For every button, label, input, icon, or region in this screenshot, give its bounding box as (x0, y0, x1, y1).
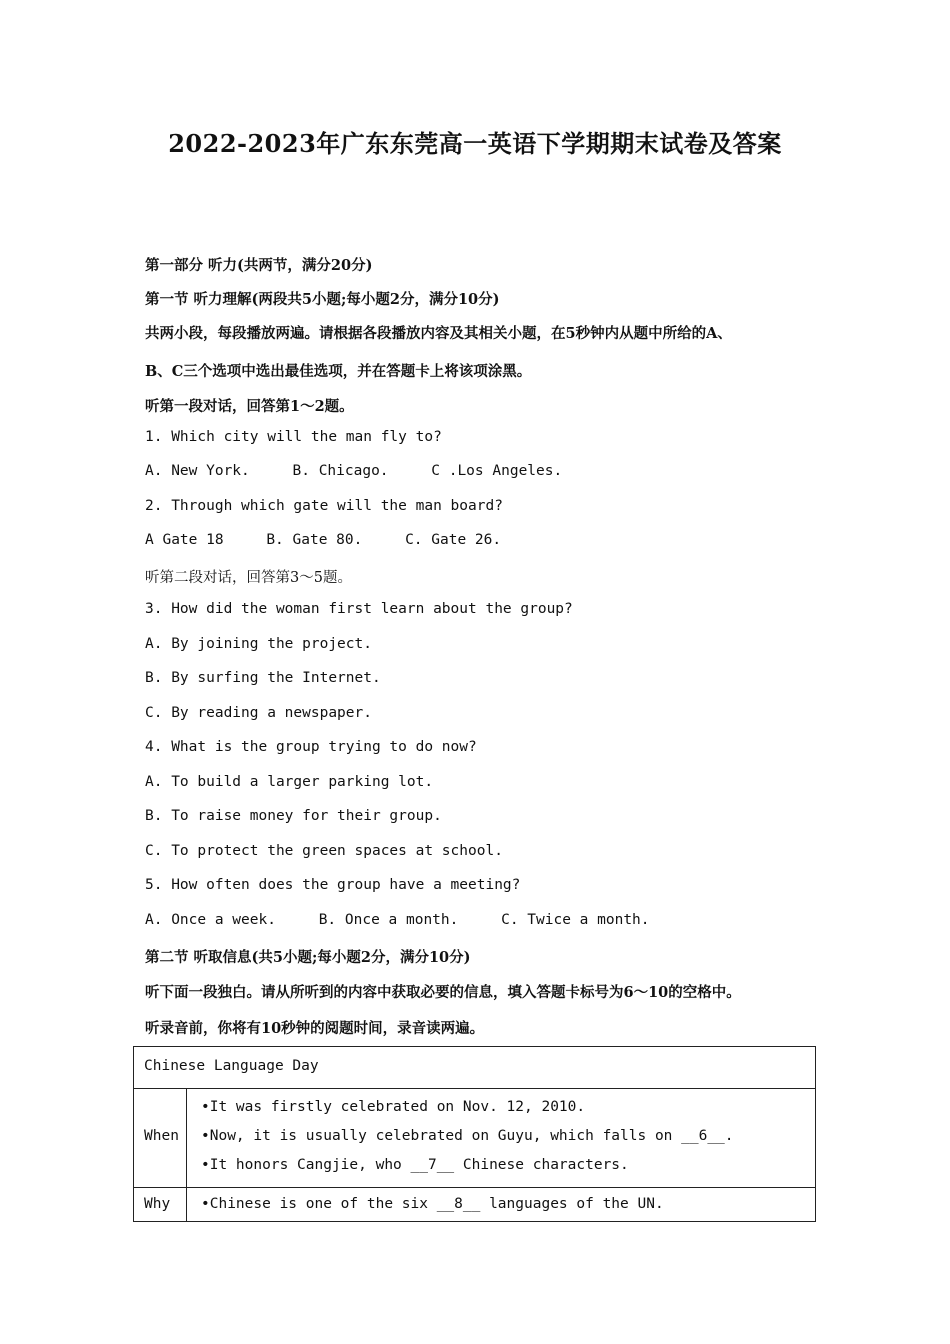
question-1-options (145, 463, 562, 479)
option-a: A. New York. (145, 463, 250, 479)
bullet-item: •Chinese is one of the six __8__ languages of the UN. (201, 1196, 664, 1212)
question-4-option-b: B. To raise money for their group. (145, 808, 442, 824)
section1-instruction-line1: 共两小段，每段播放两遍。请根据各段播放内容及其相关小题，在5秒钟内从题中所给的A、 (145, 325, 732, 342)
row-content-cell (187, 1089, 815, 1187)
option-b: B. Once a month. (318, 912, 459, 928)
row-label-cell (134, 1188, 187, 1221)
question-4-option-a: A. To build a larger parking lot. (145, 774, 434, 790)
document-title: 2022-2023年广东东莞高一英语下学期期末试卷及答案 (168, 129, 782, 158)
question-3-option-a: A. By joining the project. (145, 636, 372, 652)
dialog2-intro: 听第二段对话，回答第3～5题。 (145, 570, 352, 586)
option-b: B. Gate 80. (266, 532, 363, 548)
question-4-stem: 4. What is the group trying to do now? (145, 739, 477, 755)
table-row (134, 1089, 815, 1188)
table-header-row (134, 1047, 815, 1089)
section1-heading: 第一节 听力理解(两段共5小题;每小题2分，满分10分) (145, 291, 500, 308)
question-1-stem: 1. Which city will the man fly to? (145, 429, 442, 445)
bullet-item: •It was firstly celebrated on Nov. 12, 2010. (201, 1099, 586, 1115)
row-label-cell (134, 1089, 187, 1187)
option-a: A Gate 18 (145, 532, 224, 548)
question-5-stem: 5. How often does the group have a meeting? (145, 877, 521, 893)
option-b: B. Chicago. (292, 463, 389, 479)
bullet-item: •Now, it is usually celebrated on Guyu, which falls on __6__. (201, 1128, 734, 1144)
question-4-option-c: C. To protect the green spaces at school. (145, 843, 503, 859)
table-header: Chinese Language Day (144, 1058, 319, 1074)
question-3-stem: 3. How did the woman first learn about the group? (145, 601, 573, 617)
section2-heading: 第二节 听取信息(共5小题;每小题2分，满分10分) (145, 949, 471, 966)
option-c: C. Twice a month. (501, 912, 650, 928)
option-a: A. Once a week. (145, 912, 276, 928)
section2-instruction-line2: 听录音前，你将有10秒钟的阅题时间，录音读两遍。 (145, 1020, 485, 1037)
question-2-options (145, 532, 501, 548)
table-row (134, 1188, 815, 1221)
bullet-item: •It honors Cangjie, who __7__ Chinese characters. (201, 1157, 629, 1173)
row-label: When (144, 1128, 179, 1144)
section2-instruction-line1: 听下面一段独白。请从所听到的内容中获取必要的信息，填入答题卡标号为6～10的空格中。 (145, 984, 741, 1001)
question-3-option-c: C. By reading a newspaper. (145, 705, 372, 721)
question-2-stem: 2. Through which gate will the man board? (145, 498, 503, 514)
option-c: C .Los Angeles. (431, 463, 563, 479)
row-label: Why (144, 1196, 171, 1212)
option-c: C. Gate 26. (405, 532, 502, 548)
row-content-cell (187, 1188, 815, 1221)
question-3-option-b: B. By surfing the Internet. (145, 670, 381, 686)
section1-instruction-line2: B、C三个选项中选出最佳选项，并在答题卡上将该项涂黑。 (145, 363, 532, 380)
dialog1-intro: 听第一段对话，回答第1～2题。 (145, 398, 354, 415)
question-5-options (145, 912, 650, 928)
info-table (133, 1046, 816, 1222)
part1-heading: 第一部分 听力(共两节，满分20分) (145, 257, 373, 274)
